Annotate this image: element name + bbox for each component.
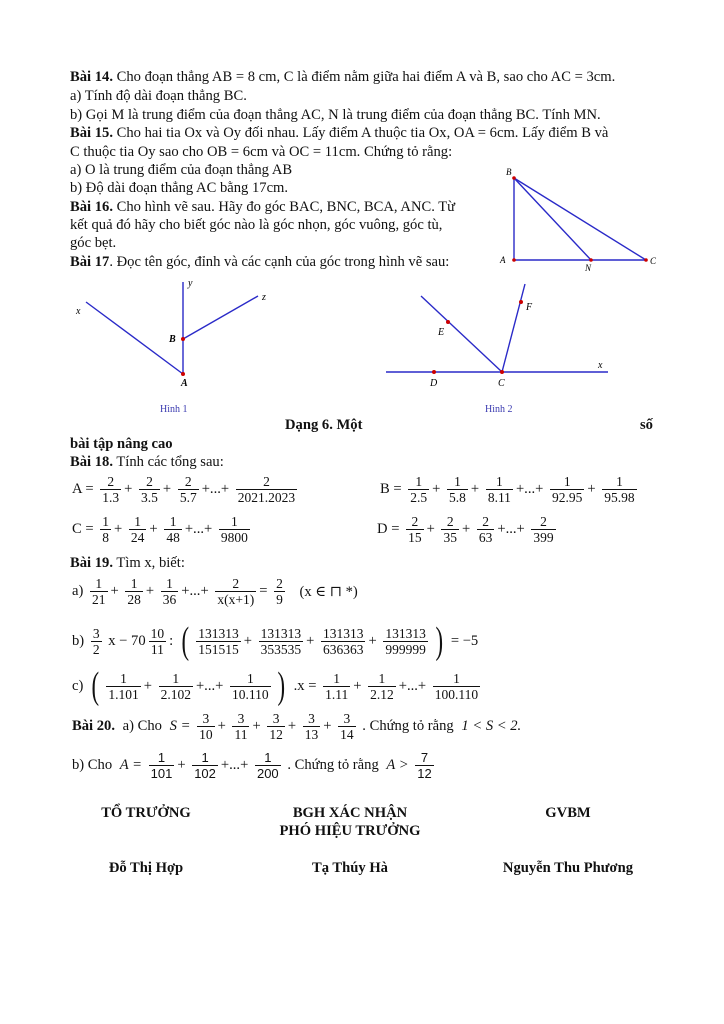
signature-right-name: Nguyễn Thu Phương <box>502 860 634 876</box>
b14-text: Cho đoạn thẳng AB = 8 cm, C là điểm nằm giữa hai điểm A và B, sao cho AC = 3cm. <box>116 69 616 85</box>
fraction: $\frac{2}{9}$ <box>276 576 283 607</box>
fraction: $\frac{2}{5.7}$ <box>179 474 197 505</box>
b17-line <box>70 253 449 271</box>
b18-c-label: C = <box>72 521 94 537</box>
b15-text2: C thuộc tia Oy sao cho OB = 6cm và OC = 11cm. Chứng tỏ rằng: <box>70 144 453 160</box>
b18-text: Tính các tổng sau: <box>116 454 224 470</box>
fraction: $\frac{1}{21}$ <box>92 576 106 607</box>
fraction: $\frac{1}{100.110}$ <box>434 670 479 702</box>
b14-title: Bài 14. <box>70 69 113 85</box>
b14-a: a) Tính độ dài đoạn thẳng BC. <box>70 88 247 104</box>
fraction: $\frac{1}{1.101}$ <box>108 670 139 702</box>
b19-line <box>70 554 185 572</box>
fraction: $\frac{131313}{151515}$ <box>198 625 239 657</box>
fraction: $\frac{1}{8.11}$ <box>487 474 511 505</box>
b20-a-prefix: a) Cho <box>122 718 162 734</box>
fraction: $\frac{1}{48}$ <box>166 514 180 545</box>
b18-a-label: A = <box>72 481 94 497</box>
tri-label-b: B <box>506 167 512 177</box>
b19-a: a) $\frac{1}{21}$ + $\frac{1}{28}$ + $\frac{1}{36}$ +...+ $\frac{2}{x(x+1)}$ = $\frac{2}{9}$ (x ∈ ⊓ *) <box>72 576 358 607</box>
fig1-label-a: A <box>181 378 188 389</box>
fig2-label-f: F <box>526 302 533 313</box>
b18-sum-a: A = $\frac{2}{1.3}$ + $\frac{2}{3.5}$ + $\frac{2}{5.7}$ +...+ $\frac{2}{2021.2023}$ <box>72 474 296 505</box>
b19-a-label: a) <box>72 583 84 599</box>
b18-sum-d: D = $\frac{2}{15}$ + $\frac{2}{35}$ + $\frac{2}{63}$ +...+ $\frac{2}{399}$ <box>377 514 554 545</box>
fraction: $\frac{1}{5.8}$ <box>449 474 466 505</box>
fraction: $\frac{2}{1.3}$ <box>102 474 120 505</box>
b19-c-label: c) <box>72 677 84 694</box>
b19-b-rhs: = −5 <box>450 632 479 649</box>
fraction: $\frac{10}{11}$ <box>150 625 165 657</box>
b20-b-inequality: A > <box>386 757 409 773</box>
section-heading-line2: bài tập nâng cao <box>70 436 173 452</box>
fraction: $\frac{1}{200}$ <box>256 750 279 781</box>
fraction: $\frac{1}{101}$ <box>150 750 173 781</box>
fraction: $\frac{131313}{353535}$ <box>260 625 302 657</box>
b14-b: b) Gọi M là trung điểm của đoạn thẳng AC, N là trung điểm của đoạn thẳng BC. Tính MN. <box>70 107 601 123</box>
signature-left-name: Đỗ Thị Hợp <box>108 860 184 876</box>
b20-a-suffix: . Chứng tỏ rằng <box>362 718 454 734</box>
fig1-caption: Hình 1 <box>160 404 188 415</box>
fig2-label-d: D <box>430 378 438 389</box>
fig1-label-y: y <box>188 278 193 289</box>
fig1-label-b: B <box>169 334 176 345</box>
fraction: $\frac{1}{102}$ <box>194 750 216 781</box>
fig2-label-e: E <box>438 327 445 338</box>
b19-a-condition: (x ∈ ⊓ *) <box>299 583 358 600</box>
b20-b: b) Cho A = $\frac{1}{101}$ + $\frac{1}{102}$ +...+ $\frac{1}{200}$ . Chứng tỏ rằng A > $\frac{7}{12}$ <box>72 750 432 781</box>
b16-line1 <box>70 198 455 216</box>
b18-line <box>70 453 224 471</box>
b14-line <box>70 68 615 86</box>
fraction: $\frac{7}{12}$ <box>417 750 432 781</box>
fraction: $\frac{2}{2021.2023}$ <box>237 474 296 505</box>
b16-l2: kết quả đó hãy cho biết góc nào là góc nhọn, góc vuông, góc tù, <box>70 217 443 233</box>
b20-title: Bài 20. <box>72 718 115 734</box>
fraction: $\frac{1}{2.12}$ <box>370 670 394 702</box>
b19-text: Tìm x, biết: <box>116 555 185 571</box>
fig2-label-x: x <box>598 360 603 371</box>
signature-mid-title: BGH XÁC NHẬN <box>292 805 408 821</box>
tri-label-n: N <box>585 263 592 273</box>
b19-b: b) $\frac{3}{2}$ x − 70 $\frac{10}{11}$ : ( $\frac{131313}{151515}$ + $\frac{131313}{353535}$ + $\frac{131313}{636363}$ + $\frac{131313}{999999}$ ) = −5 <box>72 620 479 662</box>
b20-a-label: A = <box>119 757 142 773</box>
b16-l1: Cho hình vẽ sau. Hãy đo góc BAC, BNC, BCA, ANC. Từ <box>116 199 456 215</box>
fraction: $\frac{2}{15}$ <box>408 514 422 545</box>
b19-title: Bài 19. <box>70 555 113 571</box>
fraction: $\frac{3}{13}$ <box>304 711 319 742</box>
b18-d-label: D = <box>377 521 400 537</box>
signature-mid-title2: PHÓ HIỆU TRƯỞNG <box>279 823 421 839</box>
fraction: $\frac{131313}{999999}$ <box>385 625 426 657</box>
figure-1 <box>70 276 290 416</box>
b16-l3: góc bẹt. <box>70 235 117 251</box>
section-heading-left: Dạng 6. Một <box>285 417 363 433</box>
fraction: $\frac{1}{10.110}$ <box>232 670 269 702</box>
b19-b-mid: x − 70 <box>108 632 146 649</box>
b19-c-mid: .x = <box>293 677 317 694</box>
signature-left-title: TỔ TRƯỞNG <box>101 805 191 821</box>
fraction: $\frac{1}{24}$ <box>130 514 145 545</box>
figure-2 <box>380 280 620 416</box>
signature-right-title: GVBM <box>545 805 591 821</box>
b20-b-suffix: . Chứng tỏ rằng <box>287 757 379 773</box>
b20-a: Bài 20. a) Cho S = $\frac{3}{10}$ + $\frac{3}{11}$ + $\frac{3}{12}$ + $\frac{3}{13}$ + $\frac{3}{14}$ . Chứng tỏ rằng 1 < S < 2. <box>72 711 522 742</box>
tri-label-a: A <box>500 255 506 265</box>
fraction: $\frac{2}{63}$ <box>478 514 493 545</box>
fraction: $\frac{2}{399}$ <box>533 514 554 545</box>
fraction: $\frac{1}{36}$ <box>162 576 177 607</box>
b16-title: Bài 16. <box>70 199 113 215</box>
fraction: $\frac{131313}{636363}$ <box>322 625 364 657</box>
fraction: $\frac{1}{92.95}$ <box>552 474 583 505</box>
triangle-figure <box>496 166 664 276</box>
fraction: $\frac{3}{10}$ <box>199 711 213 742</box>
b18-b-label: B = <box>380 481 402 497</box>
fraction: $\frac{2}{3.5}$ <box>141 474 158 505</box>
b17-text: . Đọc tên góc, đỉnh và các cạnh của góc trong hình vẽ sau: <box>109 254 450 270</box>
b15-line <box>70 124 608 142</box>
b18-sum-b: B = $\frac{1}{2.5}$ + $\frac{1}{5.8}$ + $\frac{1}{8.11}$ +...+ $\frac{1}{92.95}$ + $\frac{1}{95.98}$ <box>380 474 635 505</box>
b19-c: c) ( $\frac{1}{1.101}$ + $\frac{1}{2.102}$ +...+ $\frac{1}{10.110}$ ) .x = $\frac{1}{1.11}$ + $\frac{1}{2.12}$ +...+ $\frac{1}{100.110}$ <box>72 665 479 707</box>
b15-b: b) Độ dài đoạn thẳng AC bằng 17cm. <box>70 180 289 196</box>
fig1-label-x: x <box>76 306 81 317</box>
b18-title: Bài 18. <box>70 454 113 470</box>
fraction: $\frac{3}{2}$ <box>92 625 100 657</box>
section-heading-right: số <box>640 417 653 433</box>
b15-title: Bài 15. <box>70 125 113 141</box>
fraction: $\frac{1}{28}$ <box>127 576 141 607</box>
fraction: $\frac{1}{2.102}$ <box>160 670 191 702</box>
fraction: $\frac{3}{14}$ <box>340 711 354 742</box>
fraction: $\frac{2}{x(x+1)}$ <box>217 576 255 607</box>
fig2-label-c: C <box>498 378 505 389</box>
b20-s-label: S = <box>169 718 191 734</box>
fraction: $\frac{1}{1.11}$ <box>325 670 349 702</box>
b15-text: Cho hai tia Ox và Oy đối nhau. Lấy điểm A thuộc tia Ox, OA = 6cm. Lấy điểm B và <box>116 125 609 141</box>
signature-mid-name: Tạ Thúy Hà <box>312 860 388 876</box>
b17-title: Bài 17 <box>70 254 110 270</box>
fraction: $\frac{1}{2.5}$ <box>410 474 428 505</box>
fraction: $\frac{2}{35}$ <box>443 514 457 545</box>
fig1-label-z: z <box>262 292 266 303</box>
tri-label-c: C <box>650 256 657 266</box>
b19-b-label: b) <box>72 632 85 649</box>
b18-sum-c: C = $\frac{1}{8}$ + $\frac{1}{24}$ + $\frac{1}{48}$ +...+ $\frac{1}{9800}$ <box>72 514 248 545</box>
b15-a: a) O là trung điểm của đoạn thẳng AB <box>70 162 293 178</box>
fraction: $\frac{3}{11}$ <box>234 711 248 742</box>
fraction: $\frac{1}{95.98}$ <box>604 474 635 505</box>
fig2-caption: Hình 2 <box>485 404 513 415</box>
fraction: $\frac{3}{12}$ <box>269 711 283 742</box>
b20-a-inequality: 1 < S < 2. <box>461 718 522 734</box>
fraction: $\frac{1}{9800}$ <box>220 514 248 545</box>
fraction: $\frac{1}{8}$ <box>102 514 110 545</box>
b20-b-prefix: b) Cho <box>72 757 113 773</box>
